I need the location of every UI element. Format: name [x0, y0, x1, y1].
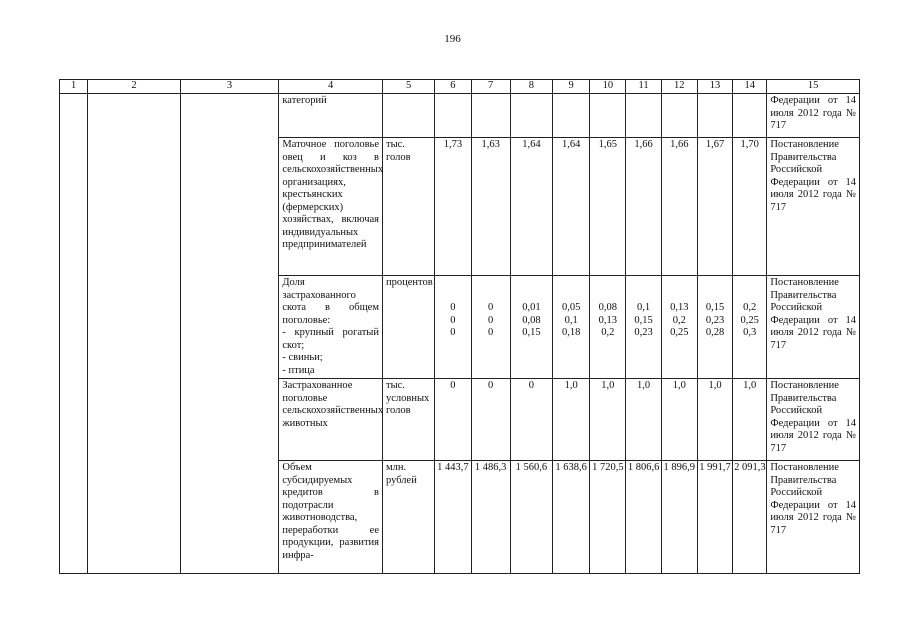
column-header: 8 — [510, 80, 552, 94]
value-cell: 1,67 — [697, 138, 732, 276]
value-cell — [553, 94, 590, 138]
value-cell: 1 486,3 — [471, 461, 510, 574]
value-cell — [661, 94, 697, 138]
value-cell: 2 091,3 — [733, 461, 767, 574]
value-cell: 1,65 — [590, 138, 626, 276]
column-header: 15 — [767, 80, 860, 94]
cell-col2-merged — [88, 94, 181, 574]
indicator-cell: категорий — [279, 94, 383, 138]
value-line: 0,2 — [601, 327, 615, 338]
header-row — [60, 80, 860, 94]
value-cell — [626, 94, 661, 138]
unit-cell: тыс. голов — [383, 138, 435, 276]
value-cell: 1,0 — [697, 379, 732, 461]
indicator-line: - свиньи; — [282, 352, 323, 363]
indicator-line: - крупный рогатый скот; — [282, 327, 379, 351]
value-cell — [697, 276, 732, 379]
value-cell — [510, 276, 552, 379]
indicator-cell: Застрахованное поголовье сельскохозяйственных животных — [279, 379, 383, 461]
value-cell — [510, 94, 552, 138]
column-header: 9 — [553, 80, 590, 94]
column-header: 13 — [697, 80, 732, 94]
value-line: 0 — [488, 327, 494, 338]
value-cell: 1 443,7 — [435, 461, 471, 574]
table-row — [60, 94, 860, 138]
indicator-cell — [279, 276, 383, 379]
value-cell: 1,64 — [553, 138, 590, 276]
value-cell: 0 — [471, 379, 510, 461]
value-cell — [661, 276, 697, 379]
value-cell — [697, 94, 732, 138]
value-cell — [733, 276, 767, 379]
value-cell: 1,66 — [626, 138, 661, 276]
column-header: 5 — [383, 80, 435, 94]
column-header: 12 — [661, 80, 697, 94]
value-line: 0,15 — [705, 302, 725, 313]
indicator-cell: Объем субсидируемых кредитов в подотрасли животноводства, переработки ее продукции, развития инфра- — [279, 461, 383, 574]
column-header: 4 — [279, 80, 383, 94]
column-header: 11 — [626, 80, 661, 94]
column-header: 1 — [60, 80, 88, 94]
value-line: 0,15 — [634, 314, 653, 326]
value-line: 0,25 — [670, 327, 689, 338]
indicator-line: Доля застрахованного скота в общем поголовье: — [282, 277, 379, 326]
cell-col3-merged — [180, 94, 279, 574]
value-cell: 1,66 — [661, 138, 697, 276]
value-line: 0,05 — [561, 302, 581, 313]
value-line: 0,2 — [672, 314, 686, 326]
value-line: 0,08 — [598, 302, 618, 313]
value-cell: 1,73 — [435, 138, 471, 276]
value-line: 0,23 — [705, 314, 725, 326]
value-line: 0,3 — [743, 327, 757, 338]
indicator-line: - птица — [282, 364, 315, 376]
value-cell: 1 560,6 — [510, 461, 552, 574]
unit-cell: млн. рублей — [383, 461, 435, 574]
value-cell: 1,0 — [661, 379, 697, 461]
value-cell: 1,0 — [733, 379, 767, 461]
value-line: 0 — [450, 302, 456, 313]
value-line: 0,25 — [740, 314, 759, 326]
value-line: 0,28 — [705, 327, 725, 338]
value-line: 0,1 — [564, 314, 578, 326]
value-cell: 1,63 — [471, 138, 510, 276]
column-header: 6 — [435, 80, 471, 94]
source-cell: Постановление Правительства Российской Федерации от 14 июля 2012 года № 717 — [767, 379, 860, 461]
source-cell: Федерации от 14 июля 2012 года № 717 — [767, 94, 860, 138]
value-cell — [590, 276, 626, 379]
value-cell — [553, 276, 590, 379]
source-cell: Постановление Правительства Российской Федерации от 14 июля 2012 года № 717 — [767, 138, 860, 276]
page-number: 196 — [444, 33, 461, 45]
value-line: 0,23 — [634, 327, 653, 338]
column-header: 10 — [590, 80, 626, 94]
value-cell — [435, 276, 471, 379]
value-line: 0 — [450, 327, 456, 338]
value-cell: 1 896,9 — [661, 461, 697, 574]
value-cell — [471, 276, 510, 379]
data-table — [59, 79, 860, 574]
column-header: 3 — [180, 80, 279, 94]
value-line: 0,13 — [670, 302, 689, 313]
value-cell: 1,0 — [626, 379, 661, 461]
cell-col1-merged — [60, 94, 88, 574]
value-cell: 1,0 — [553, 379, 590, 461]
value-cell: 0 — [435, 379, 471, 461]
value-cell: 1 991,7 — [697, 461, 732, 574]
value-cell: 1,70 — [733, 138, 767, 276]
value-cell: 0 — [510, 379, 552, 461]
source-cell: Постановление Правительства Российской Федерации от 14 июля 2012 года № 717 — [767, 461, 860, 574]
source-cell: Постановление Правительства Российской Федерации от 14 июля 2012 года № 717 — [767, 276, 860, 379]
unit-cell — [383, 94, 435, 138]
value-line: 0 — [450, 314, 456, 326]
value-line: 0,01 — [522, 302, 541, 313]
value-line: 0 — [488, 302, 494, 313]
value-cell: 1 806,6 — [626, 461, 661, 574]
value-cell: 1,0 — [590, 379, 626, 461]
value-line: 0,13 — [598, 314, 618, 326]
value-cell — [590, 94, 626, 138]
unit-cell: тыс. условных голов — [383, 379, 435, 461]
value-line: 0,08 — [522, 314, 541, 326]
column-header: 7 — [471, 80, 510, 94]
value-line: 0,2 — [743, 302, 757, 313]
column-header: 2 — [88, 80, 181, 94]
value-cell: 1 720,5 — [590, 461, 626, 574]
value-line: 0,1 — [637, 302, 651, 313]
value-cell — [733, 94, 767, 138]
value-cell — [471, 94, 510, 138]
value-line: 0,18 — [561, 327, 581, 338]
value-line: 0,15 — [522, 327, 541, 338]
value-cell — [626, 276, 661, 379]
unit-cell: процентов — [383, 276, 435, 379]
column-header: 14 — [733, 80, 767, 94]
value-cell: 1,64 — [510, 138, 552, 276]
value-line: 0 — [488, 314, 494, 326]
value-cell: 1 638,6 — [553, 461, 590, 574]
indicator-cell: Маточное поголовье овец и коз в сельскохозяйственных организациях, крестьянских (фермерских) хозяйствах, включая индивидуальных предпринимателей — [279, 138, 383, 276]
value-cell — [435, 94, 471, 138]
